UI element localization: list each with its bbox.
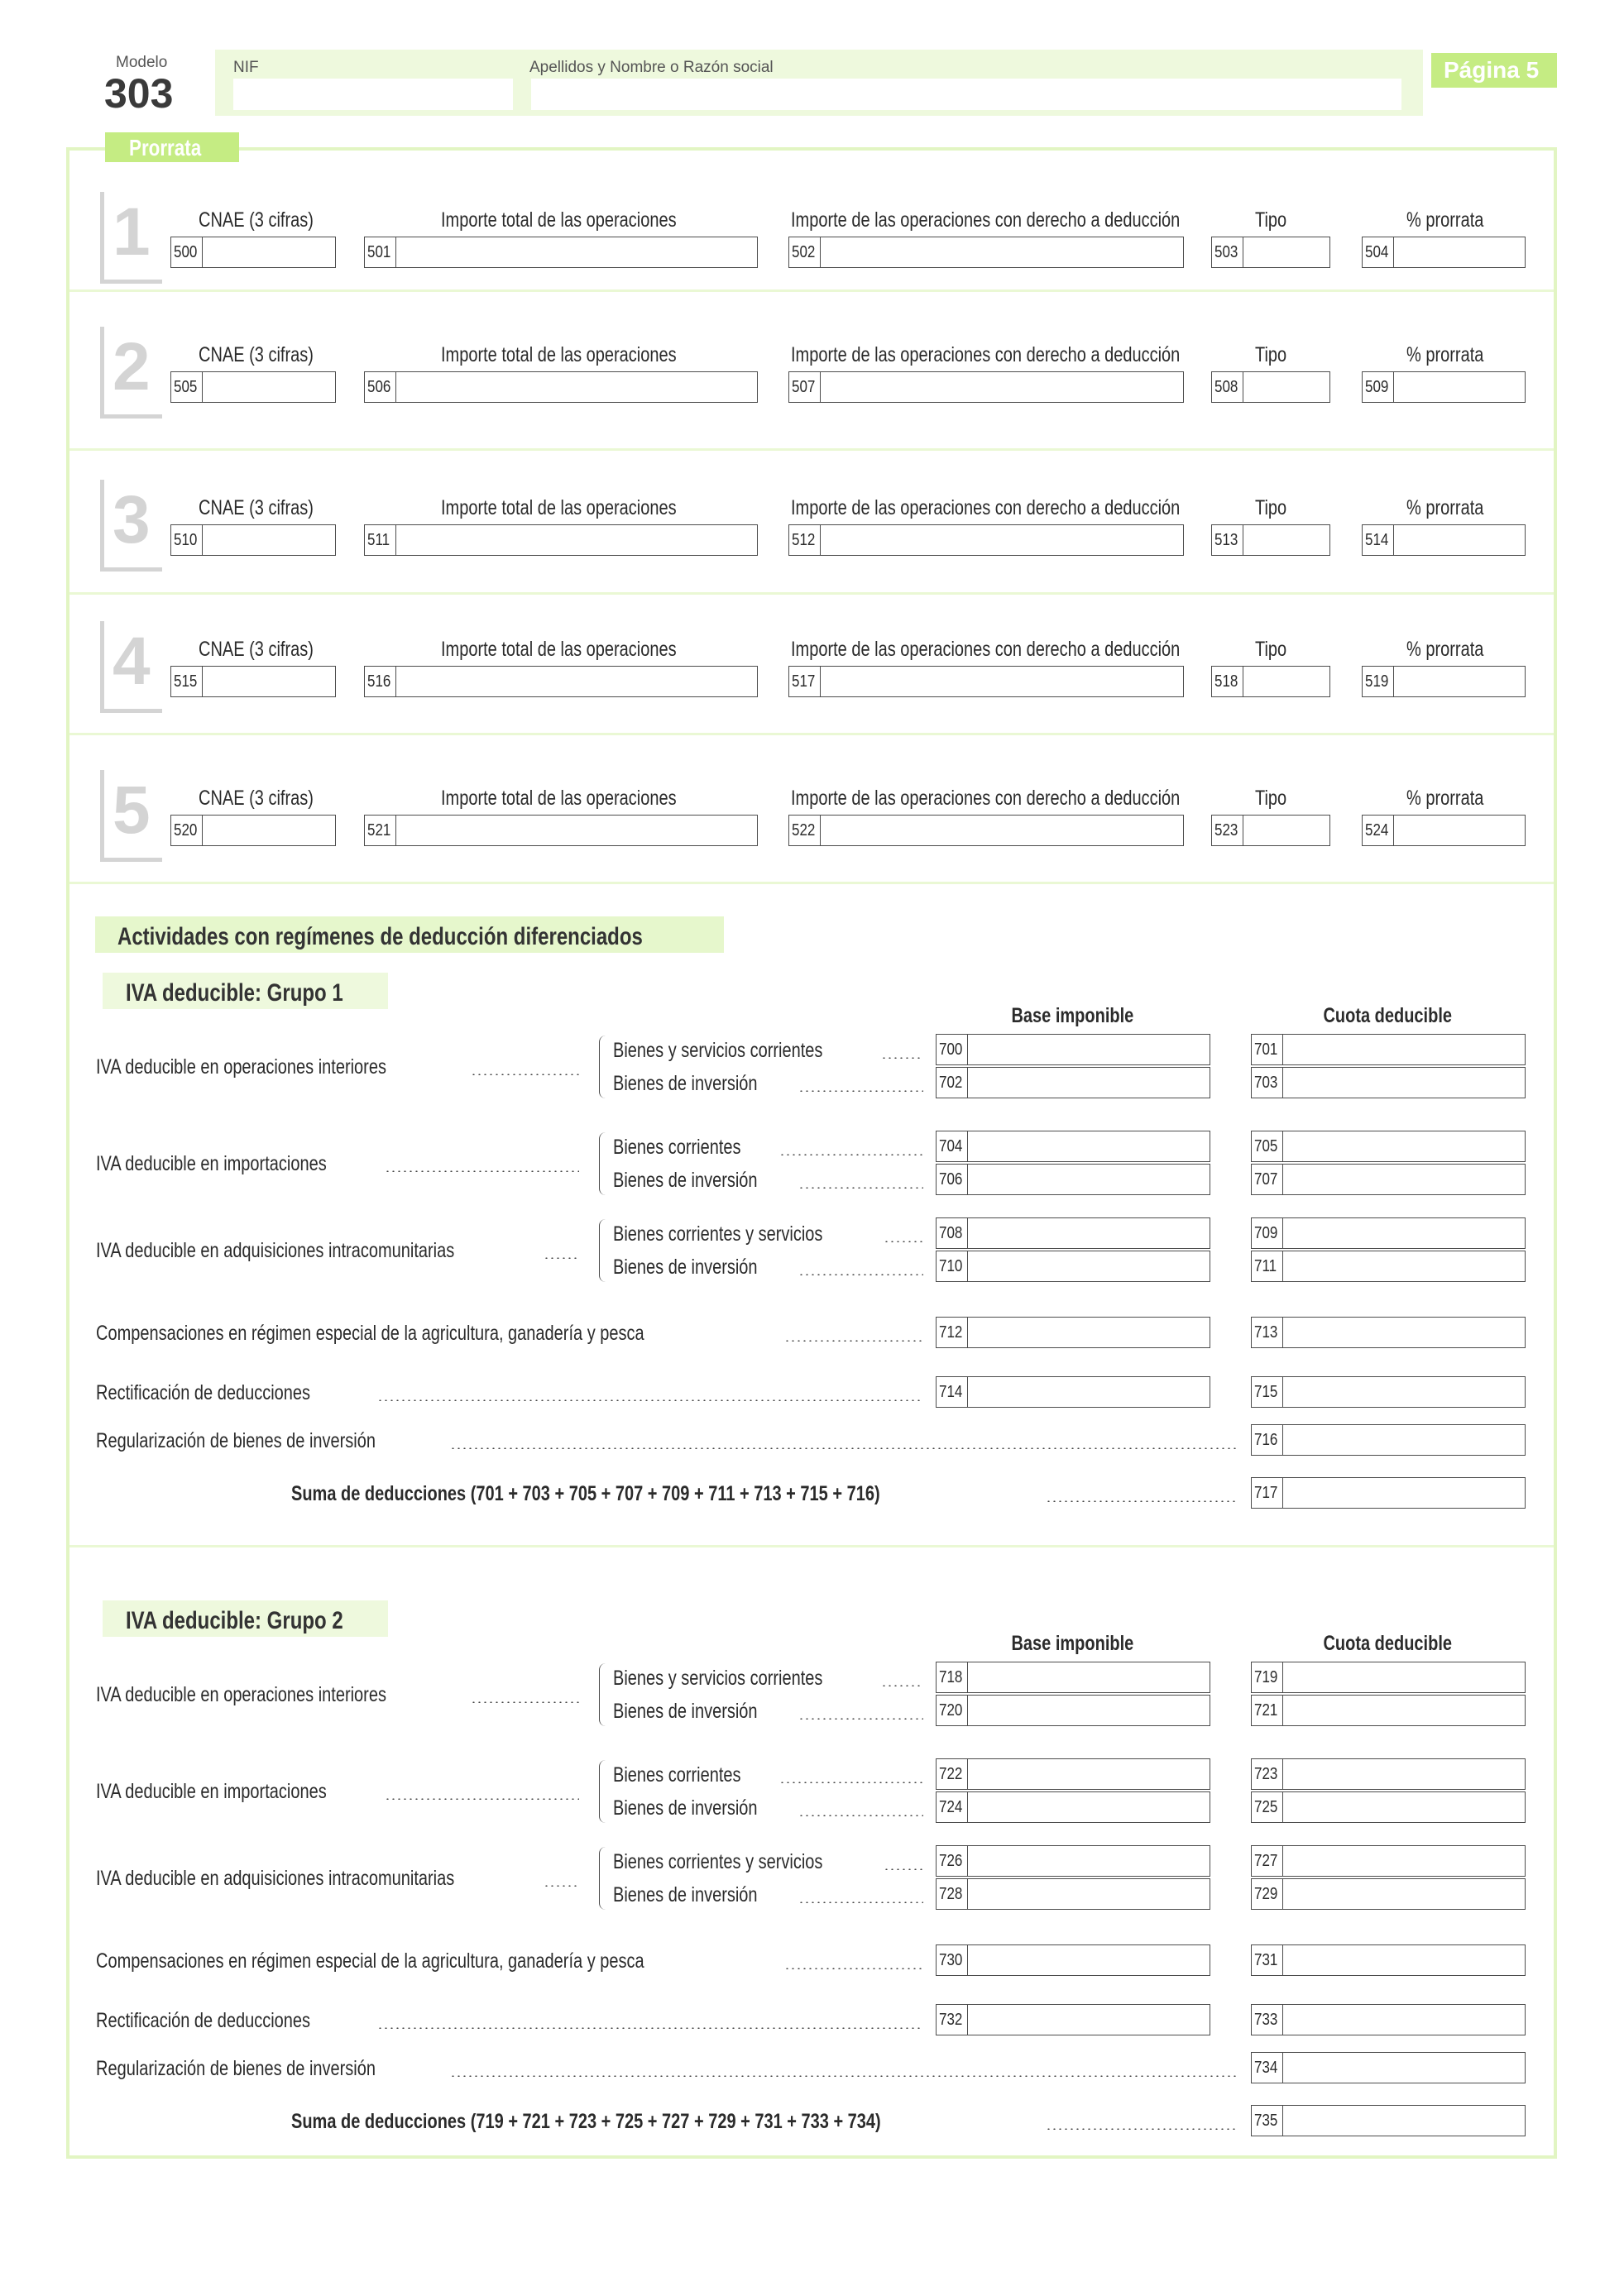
dot-leader: [471, 1074, 579, 1075]
box-number: 715: [1252, 1377, 1283, 1407]
box-value-input[interactable]: [1285, 1036, 1521, 1063]
box-value-input[interactable]: [970, 1166, 1206, 1193]
cuota-box: [1251, 1376, 1526, 1408]
box-number: 735: [1252, 2106, 1283, 2136]
row-number-4: [100, 621, 162, 713]
cuota-box: [1251, 1217, 1526, 1249]
box-number: 722: [937, 1759, 968, 1789]
prorrata-box: [1211, 666, 1330, 697]
box-number: 702: [937, 1068, 968, 1098]
row-number-3: [100, 480, 162, 572]
box-number: 522: [789, 816, 821, 845]
prorrata-box: [1211, 524, 1330, 556]
sub-label-bi: Bienes de inversión: [613, 1256, 758, 1279]
box-value-input[interactable]: [204, 374, 332, 400]
row-label-interiores: IVA deducible en operaciones interiores: [96, 1055, 386, 1079]
base-box: [936, 1376, 1210, 1408]
box-number: 511: [365, 525, 396, 555]
box-value-input[interactable]: [1285, 1881, 1521, 1907]
box-number: 704: [937, 1131, 968, 1161]
dot-leader: [784, 1340, 923, 1342]
box-value-input[interactable]: [970, 1848, 1206, 1874]
row-number-digit: 4: [113, 624, 151, 699]
box-number: 734: [1252, 2053, 1283, 2083]
dot-leader: [798, 1815, 923, 1816]
box-number: 731: [1252, 1945, 1283, 1975]
actividades-title: Actividades con regímenes de deducción diferenciados: [117, 923, 643, 950]
sub-label-byc: Bienes y servicios corrientes: [613, 1039, 823, 1062]
base-box: [936, 1695, 1210, 1726]
dot-leader: [779, 1782, 923, 1783]
column-label-deduccion: Importe de las operaciones con derecho a deducción: [791, 638, 1181, 661]
dot-leader: [450, 1447, 1236, 1449]
box-number: 706: [937, 1165, 968, 1194]
nif-label: NIF: [233, 59, 259, 76]
box-value-input[interactable]: [1285, 1319, 1521, 1346]
column-label-total: Importe total de las operaciones: [441, 496, 677, 519]
base-box: [936, 1758, 1210, 1790]
box-number: 723: [1252, 1759, 1283, 1789]
box-number: 518: [1212, 667, 1243, 696]
column-label-cnae: CNAE (3 cifras): [199, 638, 314, 661]
box-value-input[interactable]: [970, 1069, 1206, 1096]
base-box: [936, 1164, 1210, 1195]
box-number: 720: [937, 1696, 968, 1725]
box-value-input[interactable]: [398, 239, 754, 265]
prorrata-box: [364, 371, 758, 403]
base-box: [936, 1662, 1210, 1693]
box-value-input[interactable]: [1285, 1761, 1521, 1787]
column-label-pct: % prorrata: [1406, 496, 1484, 519]
group-title: IVA deducible: Grupo 2: [126, 1607, 343, 1634]
row-label-intracom: IVA deducible en adquisiciones intracomunitarias: [96, 1867, 455, 1890]
box-value-input[interactable]: [204, 668, 332, 695]
box-number: 520: [171, 816, 203, 845]
dot-leader: [1046, 2128, 1236, 2130]
box-value-input[interactable]: [398, 527, 754, 553]
box-value-input[interactable]: [822, 374, 1180, 400]
prorrata-box: [170, 666, 336, 697]
box-value-input[interactable]: [970, 1794, 1206, 1820]
box-value-input[interactable]: [970, 1379, 1206, 1405]
cuota-box: [1251, 1878, 1526, 1910]
box-number: 710: [937, 1251, 968, 1281]
sum-box: [1251, 2105, 1526, 2136]
sum-label: Suma de deducciones (701 + 703 + 705 + 707 + 709 + 711 + 713 + 715 + 716): [291, 1482, 880, 1505]
row-label-regularizacion: Regularización de bienes de inversión: [96, 1429, 376, 1452]
prorrata-title: Prorrata: [129, 135, 202, 160]
sub-label-bcs: Bienes corrientes y servicios: [613, 1222, 823, 1246]
prorrata-box: [170, 815, 336, 846]
box-value-input[interactable]: [970, 1947, 1206, 1973]
row-divider: [69, 448, 1554, 451]
column-label-cnae: CNAE (3 cifras): [199, 496, 314, 519]
dot-leader: [385, 1170, 579, 1172]
box-number: 506: [365, 372, 396, 402]
cuota-box: [1251, 1424, 1526, 1456]
box-number: 726: [937, 1846, 968, 1876]
column-label-total: Importe total de las operaciones: [441, 343, 677, 366]
box-number: 711: [1252, 1251, 1283, 1281]
row-label-compensaciones: Compensaciones en régimen especial de la agricultura, ganadería y pesca: [96, 1322, 644, 1345]
column-label-tipo: Tipo: [1255, 208, 1287, 232]
base-box: [936, 2004, 1210, 2035]
box-number: 703: [1252, 1068, 1283, 1098]
column-label-total: Importe total de las operaciones: [441, 787, 677, 810]
box-value-input[interactable]: [1285, 1220, 1521, 1246]
box-value-input[interactable]: [1245, 239, 1326, 265]
dot-leader: [779, 1154, 923, 1155]
box-value-input[interactable]: [822, 668, 1180, 695]
prorrata-box: [1362, 237, 1526, 268]
row-divider: [69, 882, 1554, 884]
row-number-1: [100, 192, 162, 284]
box-value-input[interactable]: [970, 1319, 1206, 1346]
prorrata-box: [1211, 237, 1330, 268]
box-number: 721: [1252, 1696, 1283, 1725]
column-label-pct: % prorrata: [1406, 343, 1484, 366]
prorrata-box: [170, 524, 336, 556]
row-divider: [69, 289, 1554, 292]
box-value-input[interactable]: [1285, 1664, 1521, 1691]
box-value-input[interactable]: [1285, 2107, 1521, 2134]
box-value-input[interactable]: [1285, 1480, 1521, 1506]
base-box: [936, 1067, 1210, 1098]
box-value-input[interactable]: [970, 1220, 1206, 1246]
box-number: 709: [1252, 1218, 1283, 1248]
box-number: 700: [937, 1035, 968, 1064]
box-number: 514: [1363, 525, 1394, 555]
row-label-regularizacion: Regularización de bienes de inversión: [96, 2057, 376, 2080]
box-value-input[interactable]: [822, 527, 1180, 553]
box-value-input[interactable]: [1396, 239, 1521, 265]
box-value-input[interactable]: [1285, 1379, 1521, 1405]
box-value-input[interactable]: [1285, 1427, 1521, 1453]
brace: [599, 1847, 610, 1910]
box-value-input[interactable]: [1396, 374, 1521, 400]
box-number: 517: [789, 667, 821, 696]
row-number-2: [100, 327, 162, 419]
box-value-input[interactable]: [1285, 1697, 1521, 1724]
base-box: [936, 1317, 1210, 1348]
box-value-input[interactable]: [822, 817, 1180, 844]
dot-leader: [471, 1701, 579, 1703]
dot-leader: [798, 1187, 923, 1189]
box-number: 502: [789, 237, 821, 267]
box-number: 713: [1252, 1318, 1283, 1347]
box-number: 505: [171, 372, 203, 402]
box-value-input[interactable]: [970, 1881, 1206, 1907]
box-number: 504: [1363, 237, 1394, 267]
row-divider: [69, 592, 1554, 595]
cuota-box: [1251, 1317, 1526, 1348]
box-value-input[interactable]: [398, 668, 754, 695]
box-number: 717: [1252, 1478, 1283, 1508]
column-label-tipo: Tipo: [1255, 638, 1287, 661]
cuota-box: [1251, 1034, 1526, 1065]
box-number: 515: [171, 667, 203, 696]
prorrata-box: [788, 815, 1184, 846]
box-value-input[interactable]: [1396, 668, 1521, 695]
box-number: 521: [365, 816, 396, 845]
box-number: 519: [1363, 667, 1394, 696]
column-label-pct: % prorrata: [1406, 787, 1484, 810]
column-header-base: Base imponible: [1011, 1632, 1133, 1655]
box-value-input[interactable]: [1285, 1166, 1521, 1193]
box-number: 524: [1363, 816, 1394, 845]
dot-leader: [798, 1090, 923, 1092]
box-value-input[interactable]: [1396, 527, 1521, 553]
row-label-interiores: IVA deducible en operaciones interiores: [96, 1683, 386, 1706]
sub-label-bc: Bienes corrientes: [613, 1136, 741, 1159]
box-value-input[interactable]: [970, 2007, 1206, 2033]
box-value-input[interactable]: [204, 239, 332, 265]
prorrata-box: [170, 237, 336, 268]
model-label: Modelo: [116, 54, 168, 71]
prorrata-box: [364, 524, 758, 556]
column-label-deduccion: Importe de las operaciones con derecho a deducción: [791, 496, 1181, 519]
base-box: [936, 1791, 1210, 1823]
box-value-input[interactable]: [970, 1697, 1206, 1724]
box-value-input[interactable]: [1245, 374, 1326, 400]
column-label-deduccion: Importe de las operaciones con derecho a deducción: [791, 208, 1181, 232]
column-label-tipo: Tipo: [1255, 787, 1287, 810]
dot-leader: [544, 1885, 579, 1887]
box-value-input[interactable]: [822, 239, 1180, 265]
cuota-box: [1251, 1791, 1526, 1823]
base-box: [936, 1034, 1210, 1065]
column-label-cnae: CNAE (3 cifras): [199, 787, 314, 810]
base-box: [936, 1217, 1210, 1249]
box-number: 523: [1212, 816, 1243, 845]
box-value-input[interactable]: [1285, 1069, 1521, 1096]
box-number: 507: [789, 372, 821, 402]
box-number: 729: [1252, 1879, 1283, 1909]
box-number: 730: [937, 1945, 968, 1975]
model-number: 303: [104, 70, 174, 117]
box-number: 714: [937, 1377, 968, 1407]
group-title: IVA deducible: Grupo 1: [126, 979, 343, 1007]
row-number-digit: 2: [113, 329, 151, 404]
base-box: [936, 1878, 1210, 1910]
page-label: Página 5: [1444, 57, 1540, 83]
cuota-box: [1251, 1944, 1526, 1976]
row-label-compensaciones: Compensaciones en régimen especial de la agricultura, ganadería y pesca: [96, 1949, 644, 1973]
base-box: [936, 1131, 1210, 1162]
box-value-input[interactable]: [970, 1036, 1206, 1063]
dot-leader: [884, 1241, 923, 1242]
box-value-input[interactable]: [970, 1253, 1206, 1280]
column-header-cuota: Cuota deducible: [1323, 1004, 1452, 1027]
row-number-digit: 1: [113, 194, 151, 270]
row-number-digit: 5: [113, 773, 151, 848]
base-box: [936, 1251, 1210, 1282]
box-number: 732: [937, 2005, 968, 2035]
prorrata-box: [364, 666, 758, 697]
sub-label-bi: Bienes de inversión: [613, 1700, 758, 1723]
column-label-cnae: CNAE (3 cifras): [199, 208, 314, 232]
dot-leader: [884, 1868, 923, 1870]
column-label-total: Importe total de las operaciones: [441, 638, 677, 661]
sub-label-bcs: Bienes corrientes y servicios: [613, 1850, 823, 1873]
sub-label-bi: Bienes de inversión: [613, 1796, 758, 1820]
box-value-input[interactable]: [204, 527, 332, 553]
box-value-input[interactable]: [398, 817, 754, 844]
box-number: 516: [365, 667, 396, 696]
nif-field[interactable]: [233, 79, 513, 110]
column-header-cuota: Cuota deducible: [1323, 1632, 1452, 1655]
prorrata-box: [1362, 524, 1526, 556]
name-field[interactable]: [531, 79, 1401, 110]
row-label-rectificacion: Rectificación de deducciones: [96, 2009, 311, 2032]
box-value-input[interactable]: [970, 1133, 1206, 1160]
box-number: 708: [937, 1218, 968, 1248]
cuota-box: [1251, 1845, 1526, 1877]
box-number: 719: [1252, 1662, 1283, 1692]
box-value-input[interactable]: [970, 1761, 1206, 1787]
box-value-input[interactable]: [1396, 817, 1521, 844]
column-label-deduccion: Importe de las operaciones con derecho a deducción: [791, 343, 1181, 366]
box-value-input[interactable]: [1285, 1794, 1521, 1820]
sub-label-bi: Bienes de inversión: [613, 1883, 758, 1906]
prorrata-box: [788, 237, 1184, 268]
row-divider: [69, 1545, 1554, 1547]
dot-leader: [1046, 1500, 1236, 1502]
prorrata-box: [1211, 371, 1330, 403]
brace: [599, 1663, 610, 1726]
sum-label: Suma de deducciones (719 + 721 + 723 + 725 + 727 + 729 + 731 + 733 + 734): [291, 2110, 881, 2133]
box-number: 508: [1212, 372, 1243, 402]
dot-leader: [377, 1399, 923, 1401]
box-value-input[interactable]: [1285, 1947, 1521, 1973]
dot-leader: [450, 2075, 1236, 2077]
box-number: 733: [1252, 2005, 1283, 2035]
column-label-deduccion: Importe de las operaciones con derecho a deducción: [791, 787, 1181, 810]
box-value-input[interactable]: [1285, 2054, 1521, 2081]
box-number: 725: [1252, 1792, 1283, 1822]
prorrata-box: [1362, 371, 1526, 403]
base-box: [936, 1944, 1210, 1976]
box-value-input[interactable]: [1285, 1133, 1521, 1160]
box-value-input[interactable]: [1245, 668, 1326, 695]
row-divider: [69, 733, 1554, 735]
dot-leader: [798, 1718, 923, 1720]
sub-label-bi: Bienes de inversión: [613, 1072, 758, 1095]
dot-leader: [798, 1901, 923, 1903]
prorrata-box: [1362, 666, 1526, 697]
row-label-intracom: IVA deducible en adquisiciones intracomunitarias: [96, 1239, 455, 1262]
column-label-pct: % prorrata: [1406, 638, 1484, 661]
box-number: 718: [937, 1662, 968, 1692]
prorrata-box: [364, 815, 758, 846]
dot-leader: [881, 1685, 923, 1686]
row-label-importaciones: IVA deducible en importaciones: [96, 1152, 327, 1175]
box-number: 510: [171, 525, 203, 555]
dot-leader: [385, 1798, 579, 1800]
box-number: 727: [1252, 1846, 1283, 1876]
cuota-box: [1251, 1067, 1526, 1098]
box-number: 501: [365, 237, 396, 267]
box-value-input[interactable]: [1285, 2007, 1521, 2033]
brace: [599, 1760, 610, 1823]
box-number: 716: [1252, 1425, 1283, 1455]
box-number: 701: [1252, 1035, 1283, 1064]
brace: [599, 1219, 610, 1282]
box-number: 705: [1252, 1131, 1283, 1161]
column-label-total: Importe total de las operaciones: [441, 208, 677, 232]
cuota-box: [1251, 1695, 1526, 1726]
dot-leader: [544, 1257, 579, 1259]
prorrata-box: [788, 371, 1184, 403]
box-value-input[interactable]: [970, 1664, 1206, 1691]
dot-leader: [377, 2027, 923, 2029]
brace: [599, 1132, 610, 1195]
prorrata-box: [1211, 815, 1330, 846]
cuota-box: [1251, 1662, 1526, 1693]
column-header-base: Base imponible: [1011, 1004, 1133, 1027]
prorrata-box: [788, 666, 1184, 697]
prorrata-box: [364, 237, 758, 268]
box-value-input[interactable]: [1285, 1253, 1521, 1280]
column-label-pct: % prorrata: [1406, 208, 1484, 232]
box-number: 513: [1212, 525, 1243, 555]
box-value-input[interactable]: [1245, 527, 1326, 553]
box-value-input[interactable]: [1245, 817, 1326, 844]
box-number: 509: [1363, 372, 1394, 402]
box-value-input[interactable]: [204, 817, 332, 844]
prorrata-box: [170, 371, 336, 403]
column-label-cnae: CNAE (3 cifras): [199, 343, 314, 366]
box-number: 707: [1252, 1165, 1283, 1194]
box-number: 512: [789, 525, 821, 555]
cuota-box: [1251, 1758, 1526, 1790]
box-value-input[interactable]: [398, 374, 754, 400]
sub-label-bi: Bienes de inversión: [613, 1169, 758, 1192]
cuota-box: [1251, 1251, 1526, 1282]
prorrata-box: [1362, 815, 1526, 846]
cuota-box: [1251, 2004, 1526, 2035]
dot-leader: [784, 1968, 923, 1969]
box-number: 503: [1212, 237, 1243, 267]
name-label: Apellidos y Nombre o Razón social: [529, 59, 774, 76]
sub-label-byc: Bienes y servicios corrientes: [613, 1667, 823, 1690]
box-number: 728: [937, 1879, 968, 1909]
box-number: 500: [171, 237, 203, 267]
dot-leader: [881, 1057, 923, 1059]
column-label-tipo: Tipo: [1255, 496, 1287, 519]
brace: [599, 1036, 610, 1098]
column-label-tipo: Tipo: [1255, 343, 1287, 366]
prorrata-box: [788, 524, 1184, 556]
row-number-digit: 3: [113, 482, 151, 557]
sub-label-bc: Bienes corrientes: [613, 1763, 741, 1787]
cuota-box: [1251, 1131, 1526, 1162]
row-label-importaciones: IVA deducible en importaciones: [96, 1780, 327, 1803]
cuota-box: [1251, 2052, 1526, 2083]
row-number-5: [100, 770, 162, 862]
box-number: 724: [937, 1792, 968, 1822]
cuota-box: [1251, 1164, 1526, 1195]
dot-leader: [798, 1274, 923, 1275]
box-number: 712: [937, 1318, 968, 1347]
box-value-input[interactable]: [1285, 1848, 1521, 1874]
row-label-rectificacion: Rectificación de deducciones: [96, 1381, 311, 1404]
base-box: [936, 1845, 1210, 1877]
sum-box: [1251, 1477, 1526, 1509]
